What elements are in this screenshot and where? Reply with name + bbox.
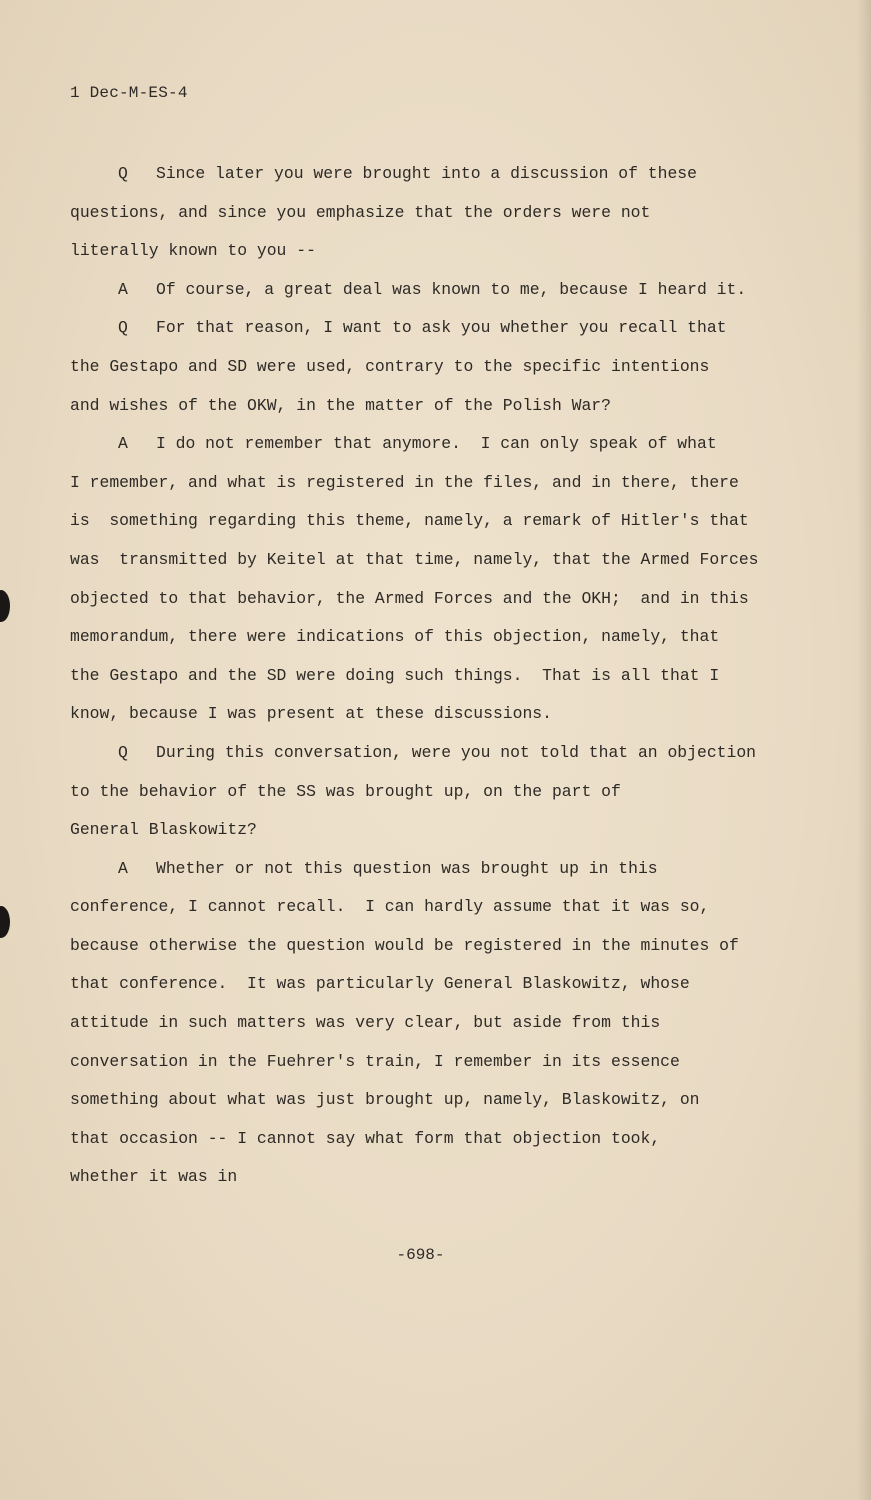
transcript-line [70,811,760,850]
speaker-label: A [118,858,128,878]
line-text: Whether or not this question was brought up in this [156,858,658,878]
transcript-line-speaker [70,271,760,310]
line-text: General Blaskowitz? [70,820,257,840]
line-text: literally known to you -- [70,241,316,261]
transcript-line [70,387,760,426]
transcript-line [70,1081,760,1120]
transcript-line [70,888,760,927]
line-text: was transmitted by Keitel at that time, namely, that the Armed Forces [70,549,759,569]
line-text: something about what was just brought up, namely, Blaskowitz, on [70,1090,700,1110]
line-text: the Gestapo and the SD were doing such things. That is all that I [70,665,720,685]
transcript-line [70,232,760,271]
line-text: conference, I cannot recall. I can hardly assume that it was so, [70,897,710,917]
transcript-line [70,580,760,619]
speaker-label: A [118,279,128,299]
line-text: conversation in the Fuehrer's train, I remember in its essence [70,1051,680,1071]
line-text: because otherwise the question would be registered in the minutes of [70,935,739,955]
transcript-line [70,1004,760,1043]
transcript-line [70,348,760,387]
transcript-line [70,1043,760,1082]
line-text: attitude in such matters was very clear, but aside from this [70,1013,661,1033]
speaker-label: A [118,434,128,454]
page-number-text: -698- [396,1246,445,1264]
transcript-line [70,1120,760,1159]
speaker-label: Q [118,164,128,183]
transcript-line [70,194,760,233]
line-text: that occasion -- I cannot say what form that objection took, [70,1128,661,1148]
transcript-line [70,773,760,812]
line-text: is something regarding this theme, namely, a remark of Hitler's that [70,511,749,531]
transcript-body [70,155,760,1197]
line-text: I do not remember that anymore. I can only speak of what [156,434,717,454]
line-text: I remember, and what is registered in the files, and in there, there [70,472,739,492]
transcript-line [70,1158,760,1197]
punch-hole-bottom [0,906,10,938]
transcript-line [70,541,760,580]
line-text: questions, and since you emphasize that the orders were not [70,202,651,222]
transcript-line-speaker [70,734,760,773]
line-text: Since later you were brought into a discussion of these [156,164,697,183]
transcript-line [70,965,760,1004]
transcript-line [70,618,760,657]
transcript-line-speaker [70,425,760,464]
speaker-label: Q [118,318,128,338]
speaker-label: Q [118,742,128,762]
transcript-line-speaker [70,309,760,348]
line-text: During this conversation, were you not told that an objection [156,742,756,762]
line-text: know, because I was present at these discussions. [70,704,552,724]
paper-edge-shadow [857,0,871,1500]
line-text: memorandum, there were indications of this objection, namely, that [70,627,720,647]
transcript-line [70,695,760,734]
transcript-line [70,464,760,503]
document-reference: 1 Dec-M-ES-4 [70,84,188,102]
transcript-line-speaker [70,155,760,194]
line-text: whether it was in [70,1167,238,1187]
transcript-line [70,502,760,541]
transcript-line [70,657,760,696]
transcript-line [70,927,760,966]
transcript-line-speaker [70,850,760,889]
line-text: For that reason, I want to ask you whether you recall that [156,318,727,338]
line-text: to the behavior of the SS was brought up, on the part of [70,781,621,801]
line-text: that conference. It was particularly General Blaskowitz, whose [70,974,690,994]
line-text: objected to that behavior, the Armed Forces and the OKH; and in this [70,588,749,608]
line-text: Of course, a great deal was known to me, because I heard it. [156,279,747,299]
line-text: the Gestapo and SD were used, contrary to the specific intentions [70,356,710,376]
line-text: and wishes of the OKW, in the matter of the Polish War? [70,395,611,415]
page-number [0,1246,871,1264]
punch-hole-top [0,590,10,622]
